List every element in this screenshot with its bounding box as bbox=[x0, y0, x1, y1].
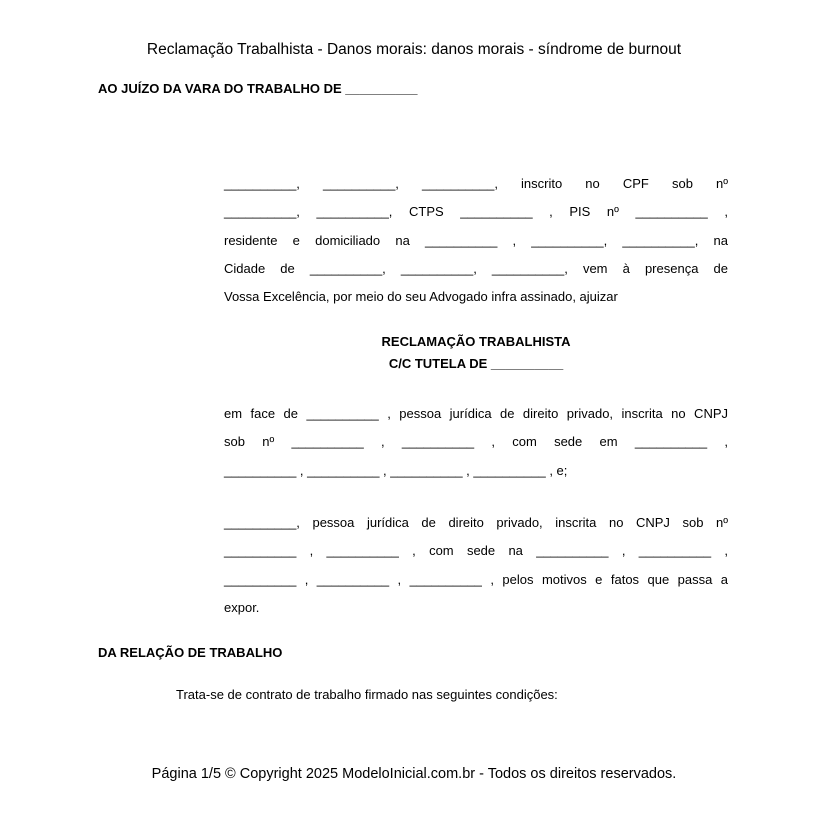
paragraph-line: residente e domiciliado na __________ , __________, __________, na bbox=[224, 232, 728, 248]
section-intro: Trata-se de contrato de trabalho firmado nas seguintes condições: bbox=[176, 687, 558, 702]
paragraph-line: __________ , __________ , com sede na __________ , __________ , bbox=[224, 543, 728, 559]
court-addressee: AO JUÍZO DA VARA DO TRABALHO DE __________ bbox=[98, 81, 418, 96]
paragraph-line: Vossa Excelência, por meio do seu Advogado infra assinado, ajuizar bbox=[224, 289, 618, 305]
paragraph-line: em face de __________ , pessoa jurídica de direito privado, inscrita no CNPJ bbox=[224, 406, 728, 421]
paragraph-line: __________, __________, __________, inscrito no CPF sob nº bbox=[224, 176, 728, 191]
paragraph-line: __________ , __________ , __________ , __________ , e; bbox=[224, 462, 568, 478]
defendant1-paragraph bbox=[224, 400, 728, 485]
paragraph-line: __________, __________, CTPS __________ , PIS nº __________ , bbox=[224, 204, 728, 220]
claimant-paragraph bbox=[224, 170, 728, 311]
claim-subtitle: C/C TUTELA DE __________ bbox=[388, 356, 564, 371]
paragraph-line: sob nº __________ , __________ , com sede em __________ , bbox=[224, 434, 728, 450]
paragraph-line: Cidade de __________, __________, __________, vem à presença de bbox=[224, 260, 728, 276]
paragraph-line: __________, pessoa jurídica de direito privado, inscrita no CNPJ sob nº bbox=[224, 515, 728, 530]
paragraph-line: expor. bbox=[224, 599, 260, 615]
section-heading: DA RELAÇÃO DE TRABALHO bbox=[98, 645, 283, 660]
claim-title: RECLAMAÇÃO TRABALHISTA bbox=[381, 334, 571, 349]
page-footer: Página 1/5 © Copyright 2025 ModeloInicial.com.br - Todos os direitos reservados. bbox=[151, 766, 677, 782]
paragraph-line: __________ , __________ , __________ , pelos motivos e fatos que passa a bbox=[224, 571, 728, 587]
page-header-title: Reclamação Trabalhista - Danos morais: danos morais - síndrome de burnout bbox=[146, 41, 682, 58]
defendant2-paragraph bbox=[224, 509, 728, 622]
